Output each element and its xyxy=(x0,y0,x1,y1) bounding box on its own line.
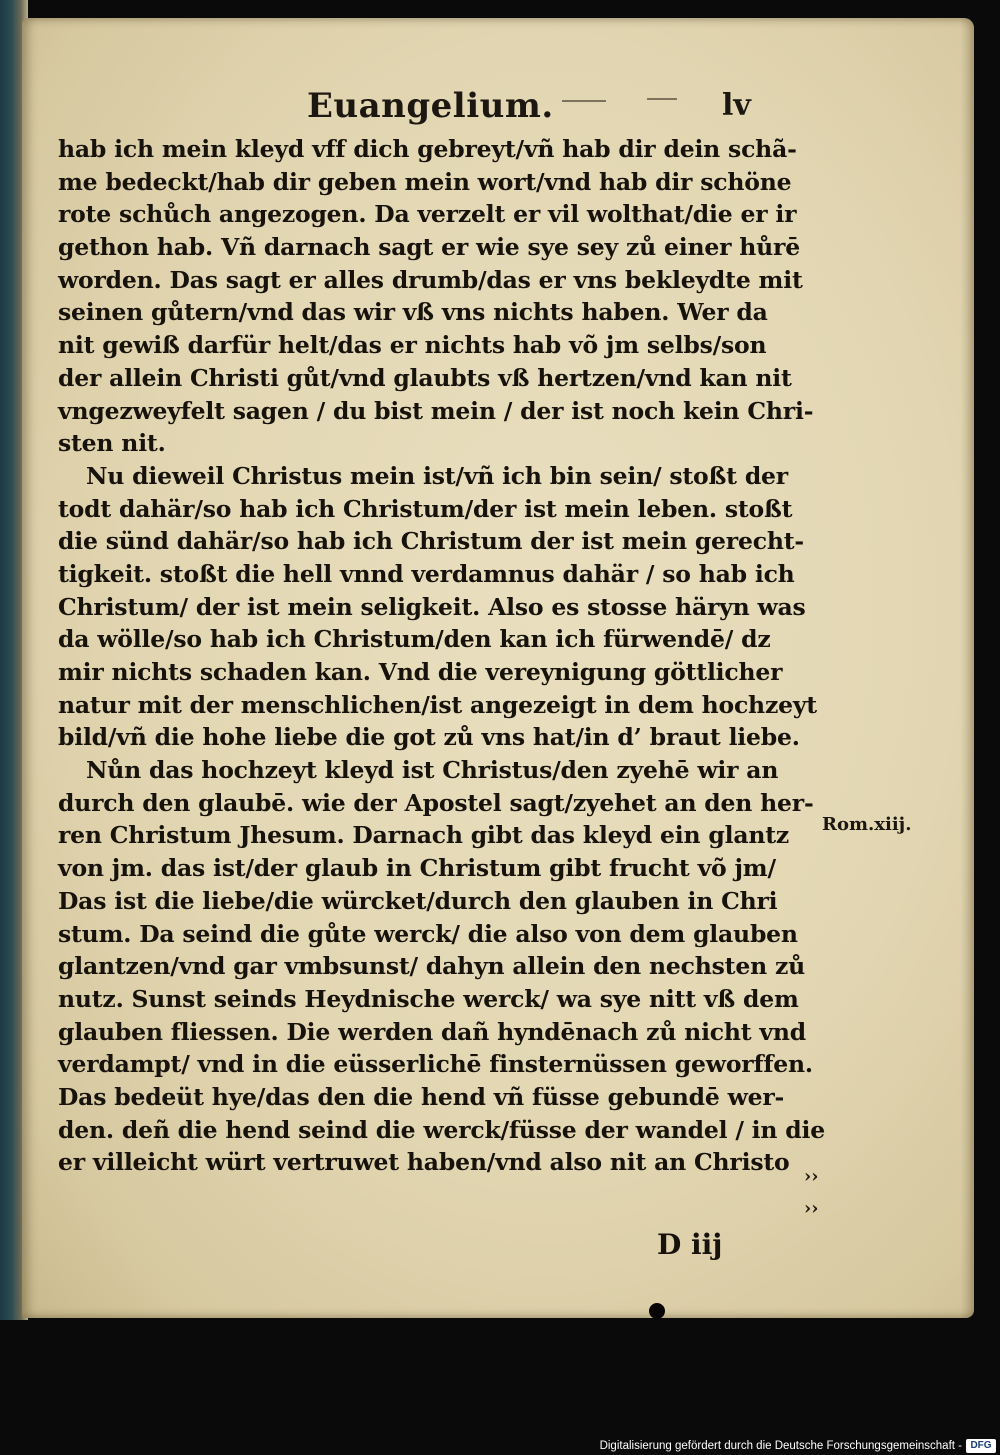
signature-mark: D iij xyxy=(657,1228,723,1261)
quote-mark-1: ›› xyxy=(804,1166,819,1187)
text-line: gethon hab. Vñ darnach sagt er wie sye sey zů einer hůrē xyxy=(58,233,800,262)
text-line: mir nichts schaden kan. Vnd die vereynigung göttlicher xyxy=(58,658,783,686)
text-line: Das bedeüt hye/das den die hend vñ füsse gebundē wer‑ xyxy=(58,1082,785,1111)
ink-dot xyxy=(649,1303,665,1319)
text-line: verdampt/ vnd in die eüsserlichē finsternüssen geworffen. xyxy=(58,1050,813,1079)
ink-mark-1 xyxy=(562,100,606,102)
text-line: der allein Christi gůt/vnd glaubts vß hertzen/vnd kan nit xyxy=(58,363,792,392)
text-line: den. deñ die hend seind die werck/füsse der wandel / in die xyxy=(58,1115,825,1144)
dfg-logo: DFG xyxy=(966,1439,996,1453)
text-line: Nu dieweil Christus mein ist/vñ ich bin sein/ stoßt der xyxy=(86,461,788,490)
text-line: tigkeit. stoßt die hell vnnd verdamnus dahär / so hab ich xyxy=(58,559,795,588)
text-line: Das ist die liebe/die würcket/durch den glauben in Chri xyxy=(58,886,778,915)
text-line: nutz. Sunst seinds Heydnische werck/ wa sye nitt vß dem xyxy=(58,984,799,1013)
text-line: durch den glaubē. wie der Apostel sagt/zyehet an den her‑ xyxy=(58,788,814,817)
text-line: worden. Das sagt er alles drumb/das er vns bekleydte mit xyxy=(58,265,803,294)
page-edge-shadow xyxy=(960,18,974,1318)
text-line: die sünd dahär/so hab ich Christum der ist mein gerecht‑ xyxy=(58,527,804,556)
text-line: stum. Da seind die gůte werck/ die also von dem glauben xyxy=(58,919,798,948)
text-line: bild/vñ die hohe liebe die got zů vns hat/in d’ braut liebe. xyxy=(58,723,800,752)
text-line: Nůn das hochzeyt kleyd ist Christus/den zyehē wir an xyxy=(86,756,779,785)
footer-credit: Digitalisierung gefördert durch die Deutsche Forschungsgemeinschaft - xyxy=(599,1440,962,1452)
text-line: von jm. das ist/der glaub in Christum gibt frucht võ jm/ xyxy=(58,854,776,883)
text-line: natur mit der menschlichen/ist angezeigt in dem hochzeyt xyxy=(58,690,817,719)
text-line: me bedeckt/hab dir geben mein wort/vnd hab dir schöne xyxy=(58,167,792,196)
text-line: sten nit. xyxy=(58,429,166,458)
text-line: er villeicht würt vertruwet haben/vnd also nit an Christo xyxy=(58,1148,790,1177)
folio-number: lv xyxy=(722,88,751,123)
quote-mark-2: ›› xyxy=(804,1198,819,1219)
footer-bar xyxy=(0,1438,1000,1455)
text-line: todt dahär/so hab ich Christum/der ist mein leben. stoßt xyxy=(58,494,793,523)
text-line: seinen gůtern/vnd das wir vß vns nichts haben. Wer da xyxy=(58,298,768,327)
text-line: Christum/ der ist mein seligkeit. Also es stosse häryn was xyxy=(58,592,806,621)
body-text xyxy=(58,133,825,1179)
text-line: vngezweyfelt sagen / du bist mein / der ist noch kein Chri‑ xyxy=(58,396,814,425)
ink-mark-2 xyxy=(647,98,677,100)
text-line: glauben fliessen. Die werden dañ hyndēnach zů nicht vnd xyxy=(58,1017,806,1046)
text-line: da wölle/so hab ich Christum/den kan ich fürwendē/ dz xyxy=(58,625,771,654)
text-line: hab ich mein kleyd vff dich gebreyt/vñ hab dir dein schã‑ xyxy=(58,135,797,163)
text-line: glantzen/vnd gar vmbsunst/ dahyn allein den nechsten zů xyxy=(58,952,805,981)
book-page xyxy=(22,18,974,1318)
text-line: nit gewiß darfür helt/das er nichts hab võ jm selbs/son xyxy=(58,331,767,360)
text-line: rote schůch angezogen. Da verzelt er vil wolthat/die er ir xyxy=(58,200,797,229)
running-head: Euangelium. xyxy=(307,86,554,126)
page-header xyxy=(22,80,974,130)
marginal-note-rom: Rom.xiij. xyxy=(822,814,912,835)
text-line: ren Christum Jhesum. Darnach gibt das kleyd ein glantz xyxy=(58,821,790,850)
